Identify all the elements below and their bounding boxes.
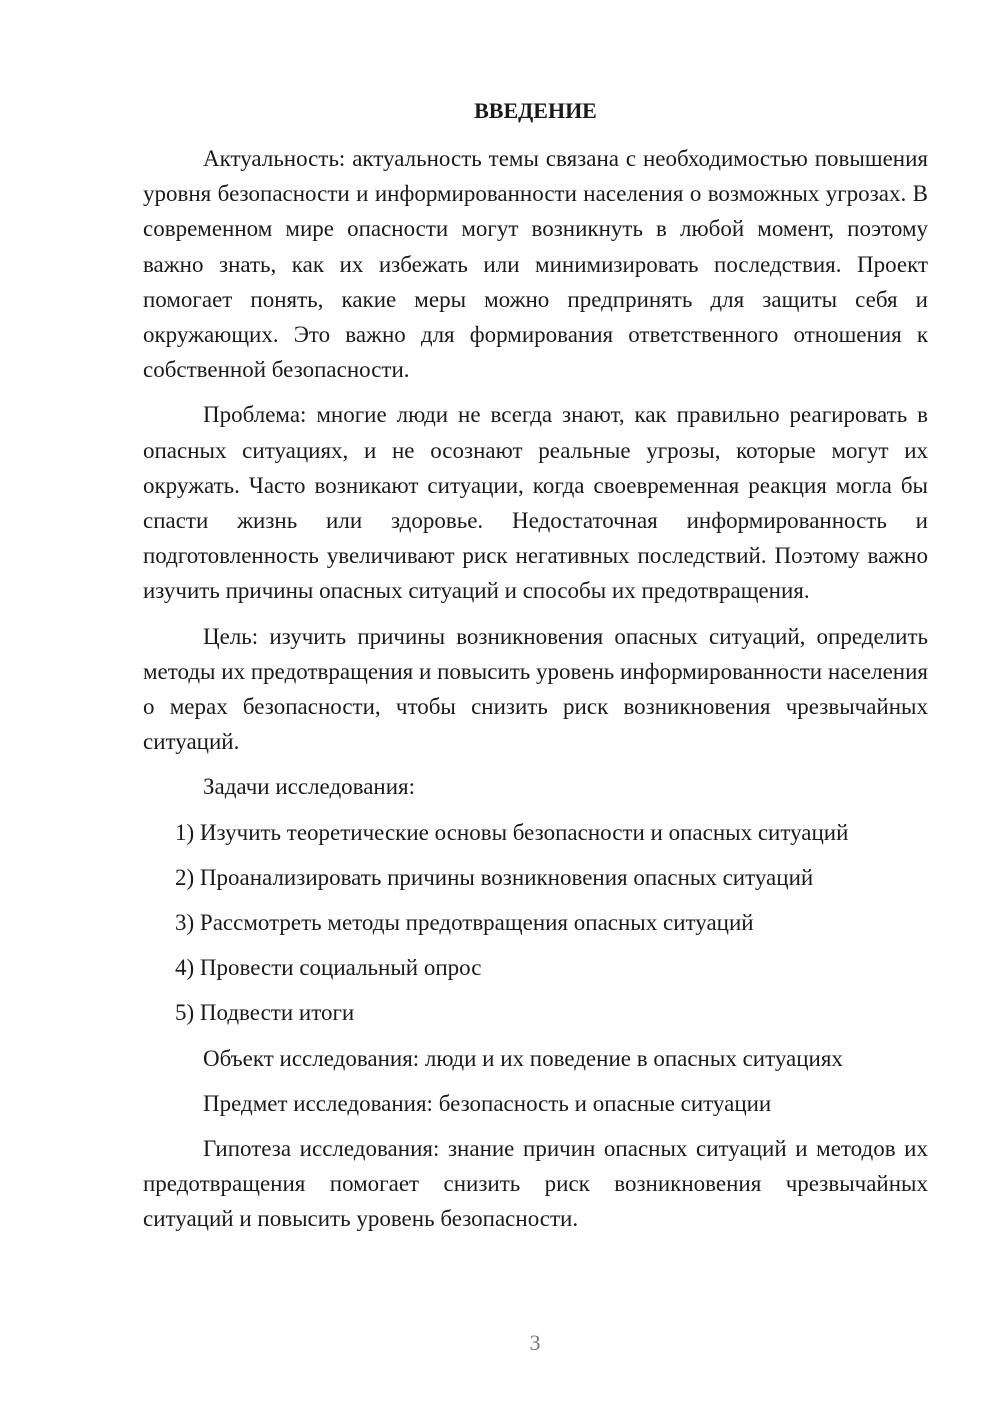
tasks-heading: Задачи исследования: [203,774,416,800]
task-item: 4) Провести социальный опрос [175,955,482,981]
task-item: 2) Проанализировать причины возникновения опасных ситуаций [175,864,814,890]
hypothesis-paragraph: Гипотеза исследования: знание причин опасных ситуаций и методов их предотвращения помогает снизить риск возникновения чрезвычайных ситуаций и повысить уровень безопасности. [143,1136,928,1232]
page-number: 3 [529,1330,541,1355]
task-item: 5) Подвести итоги [175,1000,355,1026]
goal-paragraph: Цель: изучить причины возникновения опасных ситуаций, определить методы их предотвращения и повысить уровень информированности населения о мерах безопасности, чтобы снизить риск возникновения чрезвычайных ситуаций. [143,623,928,755]
page-title: ВВЕДЕНИЕ [474,98,597,123]
problem-paragraph: Проблема: многие люди не всегда знают, как правильно реагировать в опасных ситуациях, и не осознают реальные угрозы, которые могут их окружать. Часто возникают ситуации, когда своевременная реакция могла бы спасти жизнь или здоровье. Недостаточная информированность и подготовленность увеличивают риск негативных последствий. Поэтому важно изучить причины опасных ситуаций и способы их предотвращения. [143,402,928,604]
relevance-paragraph: Актуальность: актуальность темы связана с необходимостью повышения уровня безопасности и информированности населения о возможных угрозах. В современном мире опасности могут возникнуть в любой момент, поэтому важно знать, как их избежать или минимизировать последствия. Проект помогает понять, какие меры можно предпринять для защиты себя и окружающих. Это важно для формирования ответственного отношения к собственной безопасности. [143,146,928,383]
research-subject: Предмет исследования: безопасность и опасные ситуации [203,1090,772,1116]
page-content [143,96,928,1247]
research-object: Объект исследования: люди и их поведение в опасных ситуациях [203,1045,843,1071]
task-item: 1) Изучить теоретические основы безопасности и опасных ситуаций [175,819,849,845]
task-item: 3) Рассмотреть методы предотвращения опасных ситуаций [175,910,754,936]
tasks-list [143,815,928,1031]
